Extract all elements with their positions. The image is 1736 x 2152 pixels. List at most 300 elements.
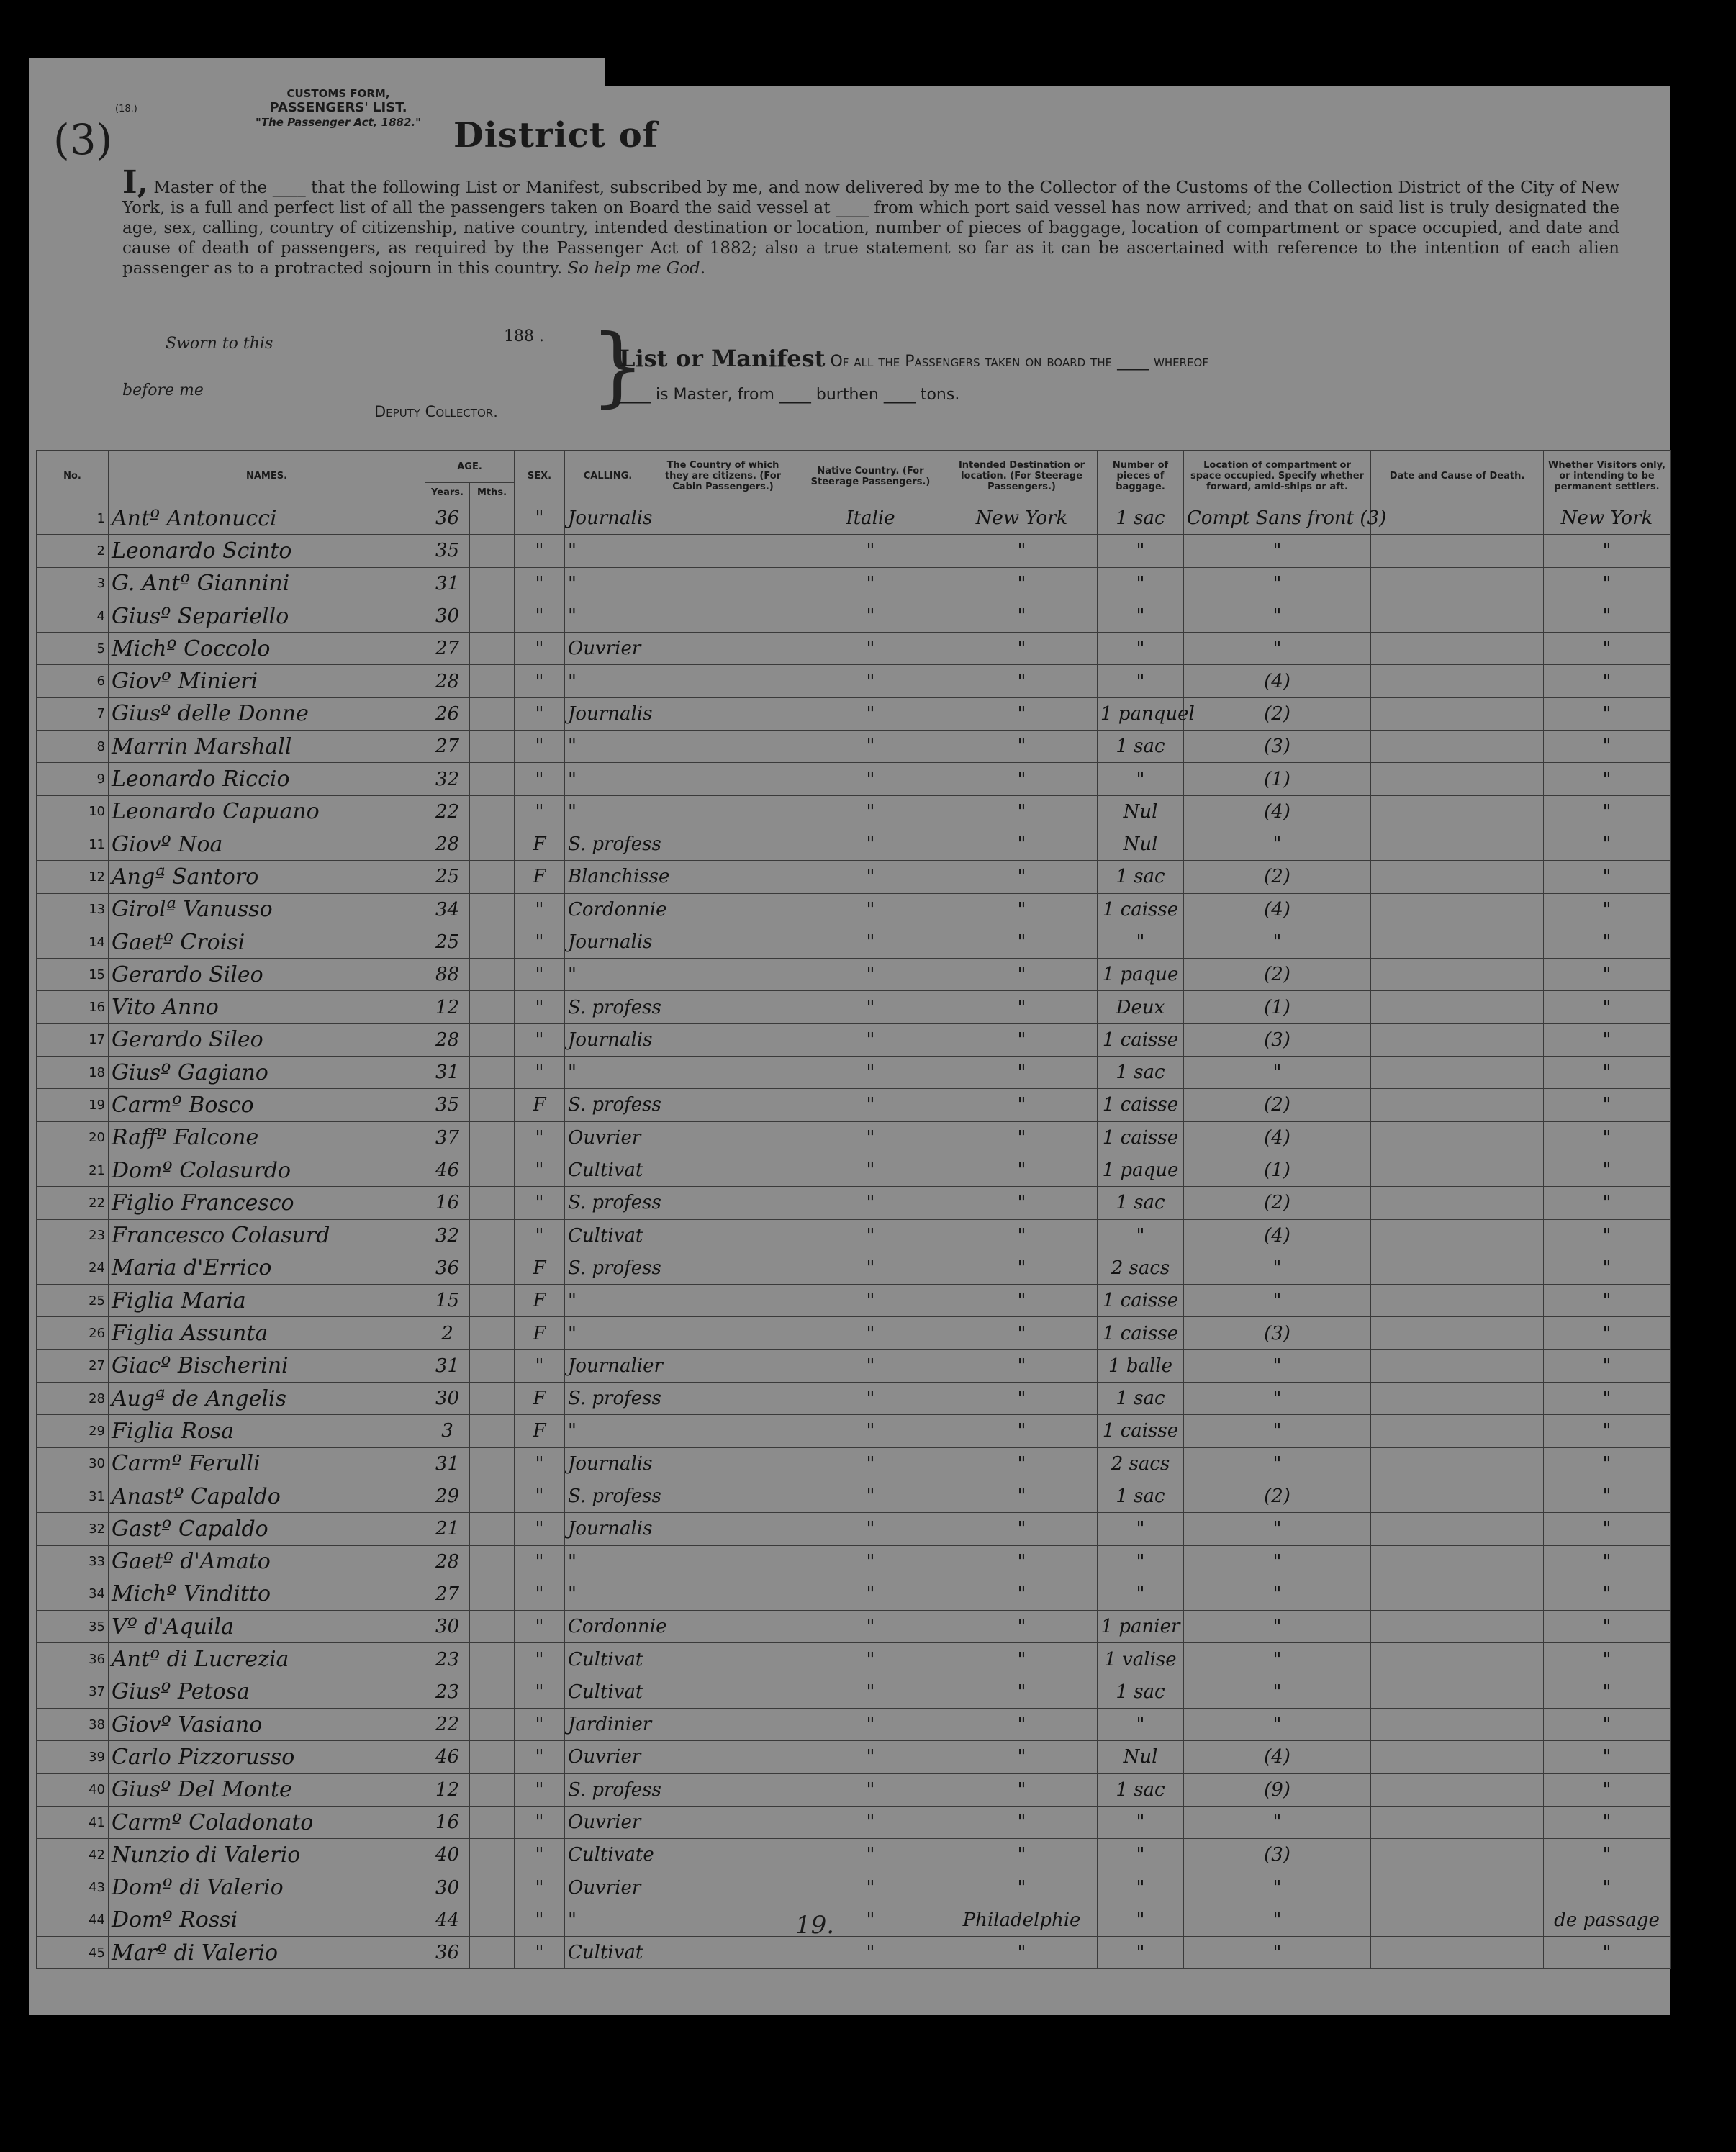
passenger-name: Gaetº Croisi (109, 926, 425, 958)
destination: " (946, 1447, 1098, 1480)
table-row (37, 1904, 1671, 1936)
native-country: " (795, 1285, 946, 1317)
district-title: District of (453, 115, 659, 155)
date-cause-death (1371, 1708, 1544, 1740)
row-number: 33 (37, 1545, 109, 1578)
visitor-intention: " (1544, 1871, 1671, 1904)
calling: Cordonnie (565, 893, 651, 926)
table-row (37, 1741, 1671, 1773)
calling: Blanchisse (565, 861, 651, 893)
date-cause-death (1371, 1578, 1544, 1610)
calling: Cultivate (565, 1839, 651, 1871)
passenger-name: Gastº Capaldo (109, 1513, 425, 1545)
passenger-name: Vº d'Aquila (109, 1611, 425, 1643)
sex: F (515, 1415, 565, 1447)
compartment-location: (3) (1184, 731, 1371, 763)
native-country: " (795, 1121, 946, 1154)
age-years: 36 (425, 502, 470, 535)
row-number: 40 (37, 1773, 109, 1806)
col-location: Location of compartment or space occupied. Specify whether forward, amid-ships or aft. (1184, 451, 1371, 502)
destination: " (946, 959, 1098, 991)
baggage: Nul (1098, 795, 1184, 828)
age-years: 46 (425, 1741, 470, 1773)
baggage: 1 sac (1098, 1480, 1184, 1512)
age-months (470, 1708, 515, 1740)
sex: " (515, 1773, 565, 1806)
native-country: " (795, 1219, 946, 1252)
date-cause-death (1371, 1871, 1544, 1904)
baggage: " (1098, 926, 1184, 958)
manifest-title: List or Manifest (619, 345, 826, 372)
age-years: 27 (425, 633, 470, 665)
date-cause-death (1371, 567, 1544, 600)
citizenship (651, 1285, 795, 1317)
destination: " (946, 1317, 1098, 1349)
compartment-location: " (1184, 1057, 1371, 1089)
compartment-location: (4) (1184, 795, 1371, 828)
row-number: 13 (37, 893, 109, 926)
row-number: 5 (37, 633, 109, 665)
destination: " (946, 1057, 1098, 1089)
compartment-location: (9) (1184, 1773, 1371, 1806)
age-years: 2 (425, 1317, 470, 1349)
date-cause-death (1371, 795, 1544, 828)
compartment-location: (4) (1184, 1121, 1371, 1154)
age-months (470, 1871, 515, 1904)
table-row (37, 1806, 1671, 1838)
citizenship (651, 828, 795, 860)
visitor-intention: " (1544, 1806, 1671, 1838)
compartment-location: " (1184, 1871, 1371, 1904)
calling: Journalis (565, 926, 651, 958)
age-years: 3 (425, 1415, 470, 1447)
sex: " (515, 1708, 565, 1740)
calling: " (565, 763, 651, 795)
sex: " (515, 1023, 565, 1056)
destination: " (946, 1643, 1098, 1676)
destination: " (946, 1545, 1098, 1578)
native-country: " (795, 795, 946, 828)
age-years: 27 (425, 731, 470, 763)
citizenship (651, 795, 795, 828)
calling: S. profess (565, 1187, 651, 1219)
age-years: 16 (425, 1187, 470, 1219)
date-cause-death (1371, 1676, 1544, 1708)
age-months (470, 567, 515, 600)
sex: " (515, 600, 565, 632)
calling: " (565, 535, 651, 567)
native-country: " (795, 1252, 946, 1284)
col-native: Native Country. (For Steerage Passengers.) (795, 451, 946, 502)
manifest-line1: Of all the Passengers taken on board the ____ whereof (830, 353, 1208, 371)
destination: " (946, 991, 1098, 1023)
compartment-location: " (1184, 633, 1371, 665)
compartment-location: (2) (1184, 959, 1371, 991)
date-cause-death (1371, 1545, 1544, 1578)
date-cause-death (1371, 600, 1544, 632)
visitor-intention: " (1544, 1545, 1671, 1578)
table-row (37, 1383, 1671, 1415)
citizenship (651, 1611, 795, 1643)
compartment-location: " (1184, 1447, 1371, 1480)
row-number: 27 (37, 1349, 109, 1382)
sex: " (515, 1839, 565, 1871)
calling: " (565, 567, 651, 600)
citizenship (651, 1643, 795, 1676)
citizenship (651, 763, 795, 795)
baggage: " (1098, 535, 1184, 567)
date-cause-death (1371, 1121, 1544, 1154)
sex: F (515, 1285, 565, 1317)
compartment-location: (3) (1184, 1317, 1371, 1349)
visitor-intention: " (1544, 795, 1671, 828)
native-country: " (795, 600, 946, 632)
visitor-intention: " (1544, 1187, 1671, 1219)
visitor-intention: " (1544, 861, 1671, 893)
col-no: No. (37, 451, 109, 502)
native-country: " (795, 1806, 946, 1838)
visitor-intention: New York (1544, 502, 1671, 535)
passenger-name: Leonardo Scinto (109, 535, 425, 567)
age-years: 44 (425, 1904, 470, 1936)
sex: " (515, 1545, 565, 1578)
sex: " (515, 1904, 565, 1936)
citizenship (651, 1480, 795, 1512)
table-row (37, 795, 1671, 828)
age-years: 31 (425, 1447, 470, 1480)
visitor-intention: " (1544, 1447, 1671, 1480)
table-row (37, 1187, 1671, 1219)
col-visitors: Whether Visitors only, or intending to be permanent settlers. (1544, 451, 1671, 502)
native-country: " (795, 1871, 946, 1904)
date-cause-death (1371, 502, 1544, 535)
table-row (37, 1154, 1671, 1186)
row-number: 25 (37, 1285, 109, 1317)
compartment-location: (2) (1184, 1480, 1371, 1512)
citizenship (651, 535, 795, 567)
destination: " (946, 1708, 1098, 1740)
visitor-intention: " (1544, 1415, 1671, 1447)
calling: Journalis (565, 1023, 651, 1056)
sex: " (515, 665, 565, 697)
native-country: " (795, 1904, 946, 1936)
age-years: 25 (425, 861, 470, 893)
age-years: 32 (425, 1219, 470, 1252)
citizenship (651, 1871, 795, 1904)
visitor-intention: " (1544, 1154, 1671, 1186)
destination: " (946, 1741, 1098, 1773)
destination: " (946, 1806, 1098, 1838)
date-cause-death (1371, 828, 1544, 860)
calling: Cultivat (565, 1643, 651, 1676)
calling: " (565, 731, 651, 763)
age-months (470, 1252, 515, 1284)
row-number: 26 (37, 1317, 109, 1349)
manifest-sheet (29, 86, 1670, 2015)
age-years: 37 (425, 1121, 470, 1154)
visitor-intention: " (1544, 1773, 1671, 1806)
compartment-location: " (1184, 1676, 1371, 1708)
sex: F (515, 1317, 565, 1349)
age-months (470, 1023, 515, 1056)
compartment-location: " (1184, 1415, 1371, 1447)
age-years: 35 (425, 1089, 470, 1121)
baggage: 1 caisse (1098, 1415, 1184, 1447)
row-number: 3 (37, 567, 109, 600)
visitor-intention: " (1544, 926, 1671, 958)
age-months (470, 1415, 515, 1447)
passenger-name: Figlia Assunta (109, 1317, 425, 1349)
baggage: 1 balle (1098, 1349, 1184, 1382)
date-cause-death (1371, 697, 1544, 730)
passenger-name: Antº Antonucci (109, 502, 425, 535)
compartment-location: (4) (1184, 893, 1371, 926)
date-cause-death (1371, 959, 1544, 991)
baggage: 1 sac (1098, 861, 1184, 893)
before-me-label: before me (122, 381, 204, 399)
age-months (470, 535, 515, 567)
table-row (37, 502, 1671, 535)
col-calling: CALLING. (565, 451, 651, 502)
calling: Ouvrier (565, 1806, 651, 1838)
age-years: 12 (425, 1773, 470, 1806)
native-country: " (795, 731, 946, 763)
age-months (470, 1187, 515, 1219)
marginal-note: 19. (795, 1911, 835, 1940)
age-years: 21 (425, 1513, 470, 1545)
col-mths: Mths. (470, 483, 515, 502)
baggage: " (1098, 1839, 1184, 1871)
calling: Cultivat (565, 1154, 651, 1186)
citizenship (651, 567, 795, 600)
destination: " (946, 1871, 1098, 1904)
baggage: 1 sac (1098, 1383, 1184, 1415)
calling: Journalier (565, 1349, 651, 1382)
citizenship (651, 502, 795, 535)
age-years: 22 (425, 1708, 470, 1740)
compartment-location: (2) (1184, 861, 1371, 893)
citizenship (651, 1023, 795, 1056)
age-years: 35 (425, 535, 470, 567)
passenger-table (36, 450, 1671, 1969)
destination: Philadelphie (946, 1904, 1098, 1936)
age-months (470, 1904, 515, 1936)
destination: " (946, 828, 1098, 860)
age-years: 28 (425, 1545, 470, 1578)
calling: " (565, 1578, 651, 1610)
age-years: 28 (425, 665, 470, 697)
baggage: Nul (1098, 828, 1184, 860)
row-number: 43 (37, 1871, 109, 1904)
table-row (37, 1839, 1671, 1871)
sex: " (515, 567, 565, 600)
compartment-location: (1) (1184, 763, 1371, 795)
calling: " (565, 665, 651, 697)
passenger-name: Leonardo Riccio (109, 763, 425, 795)
passenger-name: Antº di Lucrezia (109, 1643, 425, 1676)
visitor-intention: " (1544, 1937, 1671, 1969)
row-number: 31 (37, 1480, 109, 1512)
destination: " (946, 1773, 1098, 1806)
oath-text: Master of the ____ that the following List or Manifest, subscribed by me, and now delivered by me to the Collector of the Customs of the Collection District of the City of New York, is a full and perfect list of all the passengers taken on Board the said vessel at ____ from which port said vessel has now arrived; and that on said list is truly designated the age, sex, calling, country of citizenship, native country, intended destination or location, number of pieces of baggage, location of compartment or space occupied, and date and cause of death of passengers, as required by the Passenger Act of 1882; also a true statement so far as it can be ascertained with reference to the intention of each alien passenger as to a protracted sojourn in this country. (122, 178, 1619, 278)
calling: S. profess (565, 1089, 651, 1121)
table-row (37, 731, 1671, 763)
table-row (37, 1219, 1671, 1252)
compartment-location: " (1184, 1383, 1371, 1415)
age-months (470, 1121, 515, 1154)
row-number: 30 (37, 1447, 109, 1480)
calling: " (565, 1317, 651, 1349)
visitor-intention: " (1544, 1219, 1671, 1252)
destination: " (946, 926, 1098, 958)
table-row (37, 828, 1671, 860)
sworn-label: Sworn to this (166, 335, 273, 353)
calling: Cultivat (565, 1676, 651, 1708)
age-months (470, 1937, 515, 1969)
baggage: " (1098, 1545, 1184, 1578)
destination: " (946, 893, 1098, 926)
table-row (37, 763, 1671, 795)
destination: " (946, 633, 1098, 665)
table-row (37, 535, 1671, 567)
table-row (37, 1057, 1671, 1089)
native-country: " (795, 665, 946, 697)
age-months (470, 1676, 515, 1708)
visitor-intention: " (1544, 1383, 1671, 1415)
passenger-name: Domº Rossi (109, 1904, 425, 1936)
row-number: 23 (37, 1219, 109, 1252)
table-row (37, 1089, 1671, 1121)
calling: " (565, 1415, 651, 1447)
sex: " (515, 535, 565, 567)
sex: F (515, 1252, 565, 1284)
passenger-name: Marrin Marshall (109, 731, 425, 763)
table-row (37, 1708, 1671, 1740)
visitor-intention: " (1544, 633, 1671, 665)
native-country: " (795, 1578, 946, 1610)
citizenship (651, 1187, 795, 1219)
passenger-name: Domº Colasurdo (109, 1154, 425, 1186)
col-names: NAMES. (109, 451, 425, 502)
age-months (470, 1545, 515, 1578)
visitor-intention: " (1544, 535, 1671, 567)
native-country: " (795, 1187, 946, 1219)
sex: " (515, 1154, 565, 1186)
compartment-location: (3) (1184, 1023, 1371, 1056)
baggage: 1 sac (1098, 1773, 1184, 1806)
date-cause-death (1371, 893, 1544, 926)
citizenship (651, 1676, 795, 1708)
manifest-heading (619, 342, 1612, 412)
destination: New York (946, 502, 1098, 535)
compartment-location: " (1184, 1513, 1371, 1545)
destination: " (946, 1349, 1098, 1382)
date-cause-death (1371, 731, 1544, 763)
native-country: " (795, 1089, 946, 1121)
age-months (470, 1578, 515, 1610)
visitor-intention: " (1544, 991, 1671, 1023)
age-months (470, 926, 515, 958)
destination: " (946, 795, 1098, 828)
passenger-name: Figlio Francesco (109, 1187, 425, 1219)
destination: " (946, 697, 1098, 730)
age-months (470, 600, 515, 632)
destination: " (946, 1611, 1098, 1643)
native-country: " (795, 697, 946, 730)
date-cause-death (1371, 1219, 1544, 1252)
row-number: 10 (37, 795, 109, 828)
native-country: " (795, 567, 946, 600)
table-row (37, 861, 1671, 893)
row-number: 22 (37, 1187, 109, 1219)
calling: S. profess (565, 1773, 651, 1806)
row-number: 6 (37, 665, 109, 697)
passenger-name: Michº Coccolo (109, 633, 425, 665)
passenger-rows (37, 502, 1671, 1969)
row-number: 37 (37, 1676, 109, 1708)
age-years: 30 (425, 1611, 470, 1643)
row-number: 28 (37, 1383, 109, 1415)
destination: " (946, 665, 1098, 697)
calling: Ouvrier (565, 633, 651, 665)
passenger-name: Marº di Valerio (109, 1937, 425, 1969)
destination: " (946, 1480, 1098, 1512)
destination: " (946, 763, 1098, 795)
visitor-intention: " (1544, 1023, 1671, 1056)
baggage: 1 sac (1098, 502, 1184, 535)
destination: " (946, 1219, 1098, 1252)
native-country: " (795, 1708, 946, 1740)
date-cause-death (1371, 1415, 1544, 1447)
age-months (470, 1219, 515, 1252)
table-row (37, 893, 1671, 926)
sex: " (515, 763, 565, 795)
table-row (37, 1447, 1671, 1480)
table-row (37, 1415, 1671, 1447)
baggage: " (1098, 1708, 1184, 1740)
native-country: " (795, 1480, 946, 1512)
row-number: 7 (37, 697, 109, 730)
visitor-intention: " (1544, 567, 1671, 600)
compartment-location: " (1184, 1285, 1371, 1317)
age-years: 31 (425, 1057, 470, 1089)
sex: " (515, 795, 565, 828)
compartment-location: " (1184, 1545, 1371, 1578)
calling: " (565, 1545, 651, 1578)
compartment-location: (2) (1184, 1187, 1371, 1219)
table-row (37, 1349, 1671, 1382)
date-cause-death (1371, 1383, 1544, 1415)
citizenship (651, 1089, 795, 1121)
date-cause-death (1371, 1839, 1544, 1871)
row-number: 11 (37, 828, 109, 860)
calling: " (565, 959, 651, 991)
native-country: " (795, 1513, 946, 1545)
citizenship (651, 1578, 795, 1610)
passenger-name: Girolª Vanusso (109, 893, 425, 926)
date-cause-death (1371, 665, 1544, 697)
passenger-name: Giusº Gagiano (109, 1057, 425, 1089)
row-number: 17 (37, 1023, 109, 1056)
citizenship (651, 959, 795, 991)
age-months (470, 893, 515, 926)
sex: " (515, 1480, 565, 1512)
age-years: 23 (425, 1643, 470, 1676)
citizenship (651, 1057, 795, 1089)
table-row (37, 1578, 1671, 1610)
compartment-location: (2) (1184, 1089, 1371, 1121)
citizenship (651, 1383, 795, 1415)
